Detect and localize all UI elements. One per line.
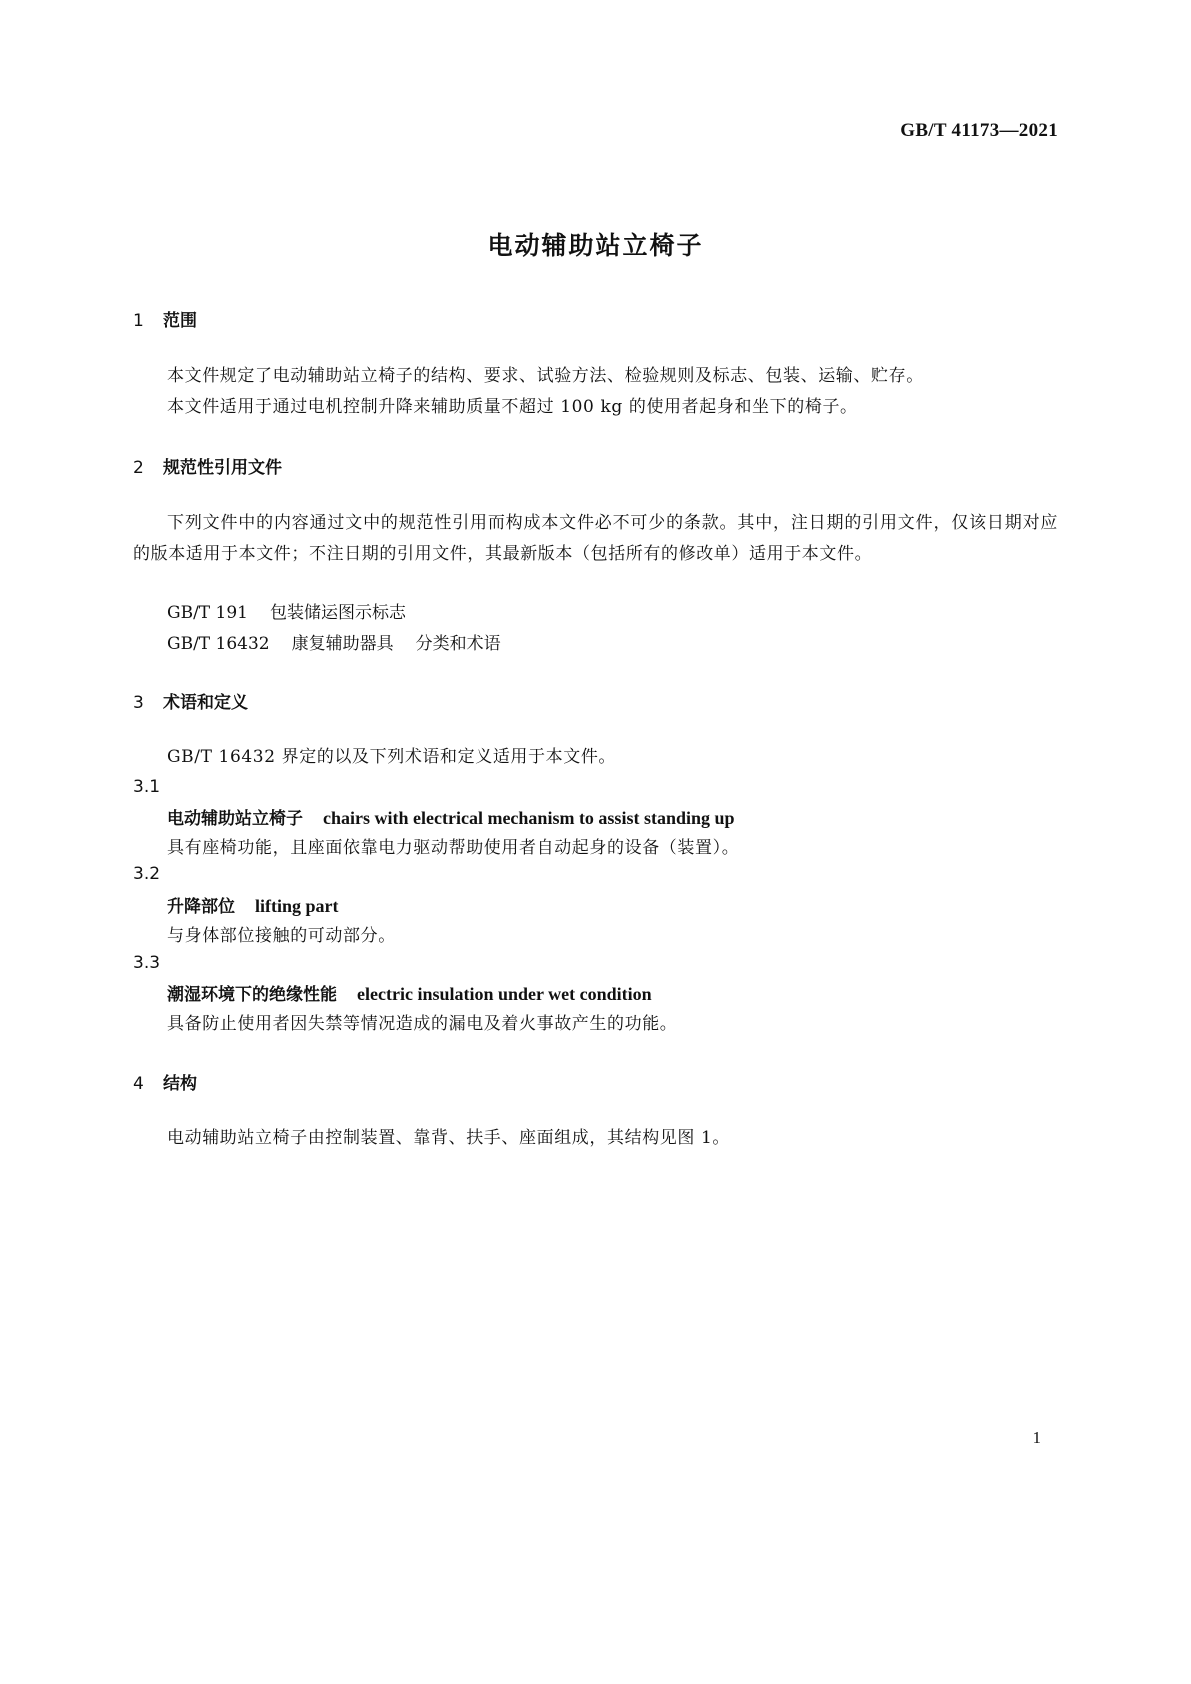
term-number: 3.3 — [133, 953, 161, 973]
reference-item — [167, 598, 406, 623]
reference-code: GB/T 191 — [167, 603, 248, 623]
document-title: 电动辅助站立椅子 — [487, 231, 704, 260]
reference-item — [167, 629, 501, 654]
section-4-heading — [133, 1069, 197, 1094]
term-heading — [167, 892, 339, 917]
reference-title: 康复辅助器具 — [291, 634, 394, 654]
term-en: electric insulation under wet condition — [357, 984, 652, 1004]
term-number: 3.2 — [133, 864, 161, 884]
scope-paragraph-2: 本文件适用于通过电机控制升降来辅助质量不超过 100 kg 的使用者起身和坐下的椅子。 — [167, 397, 858, 417]
term-zh: 潮湿环境下的绝缘性能 — [167, 985, 337, 1005]
section-1-heading — [133, 306, 197, 331]
references-paragraph: 下列文件中的内容通过文中的规范性引用而构成本文件必不可少的条款。其中，注日期的引用文件，仅该日期对应的版本适用于本文件；不注日期的引用文件，其最新版本（包括所有的修改单）适用于本文件。 — [133, 513, 1058, 564]
term-definition: 具备防止使用者因失禁等情况造成的漏电及着火事故产生的功能。 — [167, 1014, 678, 1034]
standard-code: GB/T 41173—2021 — [900, 120, 1058, 141]
term-number: 3.1 — [133, 777, 161, 797]
section-title: 结构 — [163, 1074, 197, 1094]
term-en: lifting part — [255, 896, 339, 916]
structure-paragraph: 电动辅助站立椅子由控制装置、靠背、扶手、座面组成，其结构见图 1。 — [167, 1128, 731, 1148]
section-number: 1 — [133, 311, 144, 331]
reference-code: GB/T 16432 — [167, 634, 270, 654]
scope-paragraph-1: 本文件规定了电动辅助站立椅子的结构、要求、试验方法、检验规则及标志、包装、运输、贮存。 — [167, 366, 924, 386]
term-en: chairs with electrical mechanism to assist standing up — [323, 808, 735, 828]
section-title: 范围 — [163, 311, 197, 331]
section-3-heading — [133, 688, 248, 713]
term-heading — [167, 980, 652, 1005]
section-2-heading — [133, 453, 282, 478]
term-heading — [167, 804, 735, 829]
section-title: 规范性引用文件 — [163, 458, 282, 478]
page-number: 1 — [1032, 1428, 1041, 1447]
section-number: 3 — [133, 693, 144, 713]
term-definition: 与身体部位接触的可动部分。 — [167, 926, 396, 946]
section-number: 4 — [133, 1074, 144, 1094]
term-definition: 具有座椅功能，且座面依靠电力驱动帮助使用者自动起身的设备（装置）。 — [167, 838, 740, 858]
reference-title: 包装储运图示标志 — [270, 603, 406, 623]
terms-intro: GB/T 16432 界定的以及下列术语和定义适用于本文件。 — [167, 747, 617, 767]
term-zh: 升降部位 — [167, 897, 235, 917]
reference-subtitle: 分类和术语 — [415, 634, 501, 654]
term-zh: 电动辅助站立椅子 — [167, 809, 303, 829]
section-title: 术语和定义 — [163, 693, 248, 713]
section-number: 2 — [133, 458, 144, 478]
